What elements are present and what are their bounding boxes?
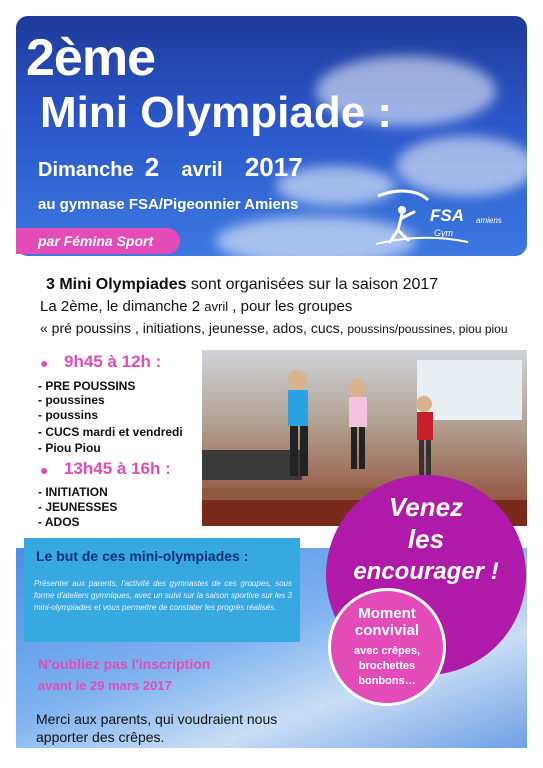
intro-line3 — [40, 320, 508, 336]
venue: au gymnase FSA/Pigeonnier Amiens — [38, 196, 299, 213]
moment-line3: avec crêpes, — [353, 645, 421, 657]
moment-line1: Moment — [358, 605, 416, 622]
moment-line5: bonbons… — [358, 675, 416, 687]
date-day-label: Dimanche — [38, 159, 134, 181]
intro-line3-a: « pré poussins , initiations, jeunesse, ados, cucs, — [40, 320, 348, 336]
date-month: avril — [181, 159, 223, 181]
group-item: - ADOS — [38, 515, 80, 529]
title-line2: Mini Olympiade : — [40, 88, 393, 137]
cta-line3: encourager ! — [353, 558, 499, 585]
schedule-time-morning: 9h45 à 12h : — [64, 352, 162, 371]
title-line1: 2ème — [26, 29, 155, 87]
group-item: - Piou Piou — [38, 441, 101, 455]
intro-line2-a: La 2ème, le dimanche 2 — [40, 298, 205, 315]
intro-line1-rest: sont organisées sur la saison 2017 — [186, 276, 439, 293]
intro-line1 — [46, 276, 438, 294]
group-item: - poussines — [38, 393, 105, 407]
logo-fsa: FSA — [430, 206, 464, 225]
thanks-text: Merci aux parents, qui voudraient nous apporter des crêpes. — [36, 711, 278, 745]
moment-line2: convivial — [354, 622, 420, 639]
logo-amiens: amiens — [476, 216, 502, 225]
moment-line4: brochettes — [358, 660, 416, 672]
intro-line1-bold: 3 Mini Olympiades — [46, 276, 187, 293]
organizer-badge: par Fémina Sport — [16, 228, 180, 254]
cta-line1: Venez — [388, 492, 464, 522]
intro-line2-b: avril — [204, 299, 229, 314]
goal-title: Le but de ces mini-olympiades : — [36, 548, 249, 564]
event-date — [38, 152, 303, 185]
date-year: 2017 — [244, 152, 303, 182]
date-day: 2 — [144, 152, 160, 182]
intro-line2-c: , pour les groupes — [228, 298, 353, 315]
logo-gym: Gym — [434, 228, 453, 238]
intro-line3-b: poussins/poussines, piou piou — [347, 322, 508, 336]
bullet-icon: ● — [40, 462, 49, 478]
reminder-line1: N'oubliez pas l'inscription — [38, 656, 211, 672]
group-item: - poussins — [38, 408, 99, 422]
intro-line2 — [40, 298, 352, 315]
group-item: - CUCS mardi et vendredi — [38, 425, 183, 439]
group-item: - PRE POUSSINS — [38, 379, 136, 393]
bullet-icon: ● — [40, 355, 49, 371]
schedule-time-afternoon: 13h45 à 16h : — [64, 459, 171, 478]
reminder-line2: avant le 29 mars 2017 — [38, 678, 172, 693]
group-item: - INITIATION — [38, 485, 108, 499]
group-item: - JEUNESSES — [38, 500, 118, 514]
cta-line2: les — [407, 524, 445, 554]
goal-text: Présenter aux parents, l'activité des gymnastes de ces groupes, sous forme d'ateliers gymniques, avec un suivi sur la saison sportive sur les 3 mini-olympiades et vous permettre de constater les progrès réalisés. — [34, 579, 292, 612]
